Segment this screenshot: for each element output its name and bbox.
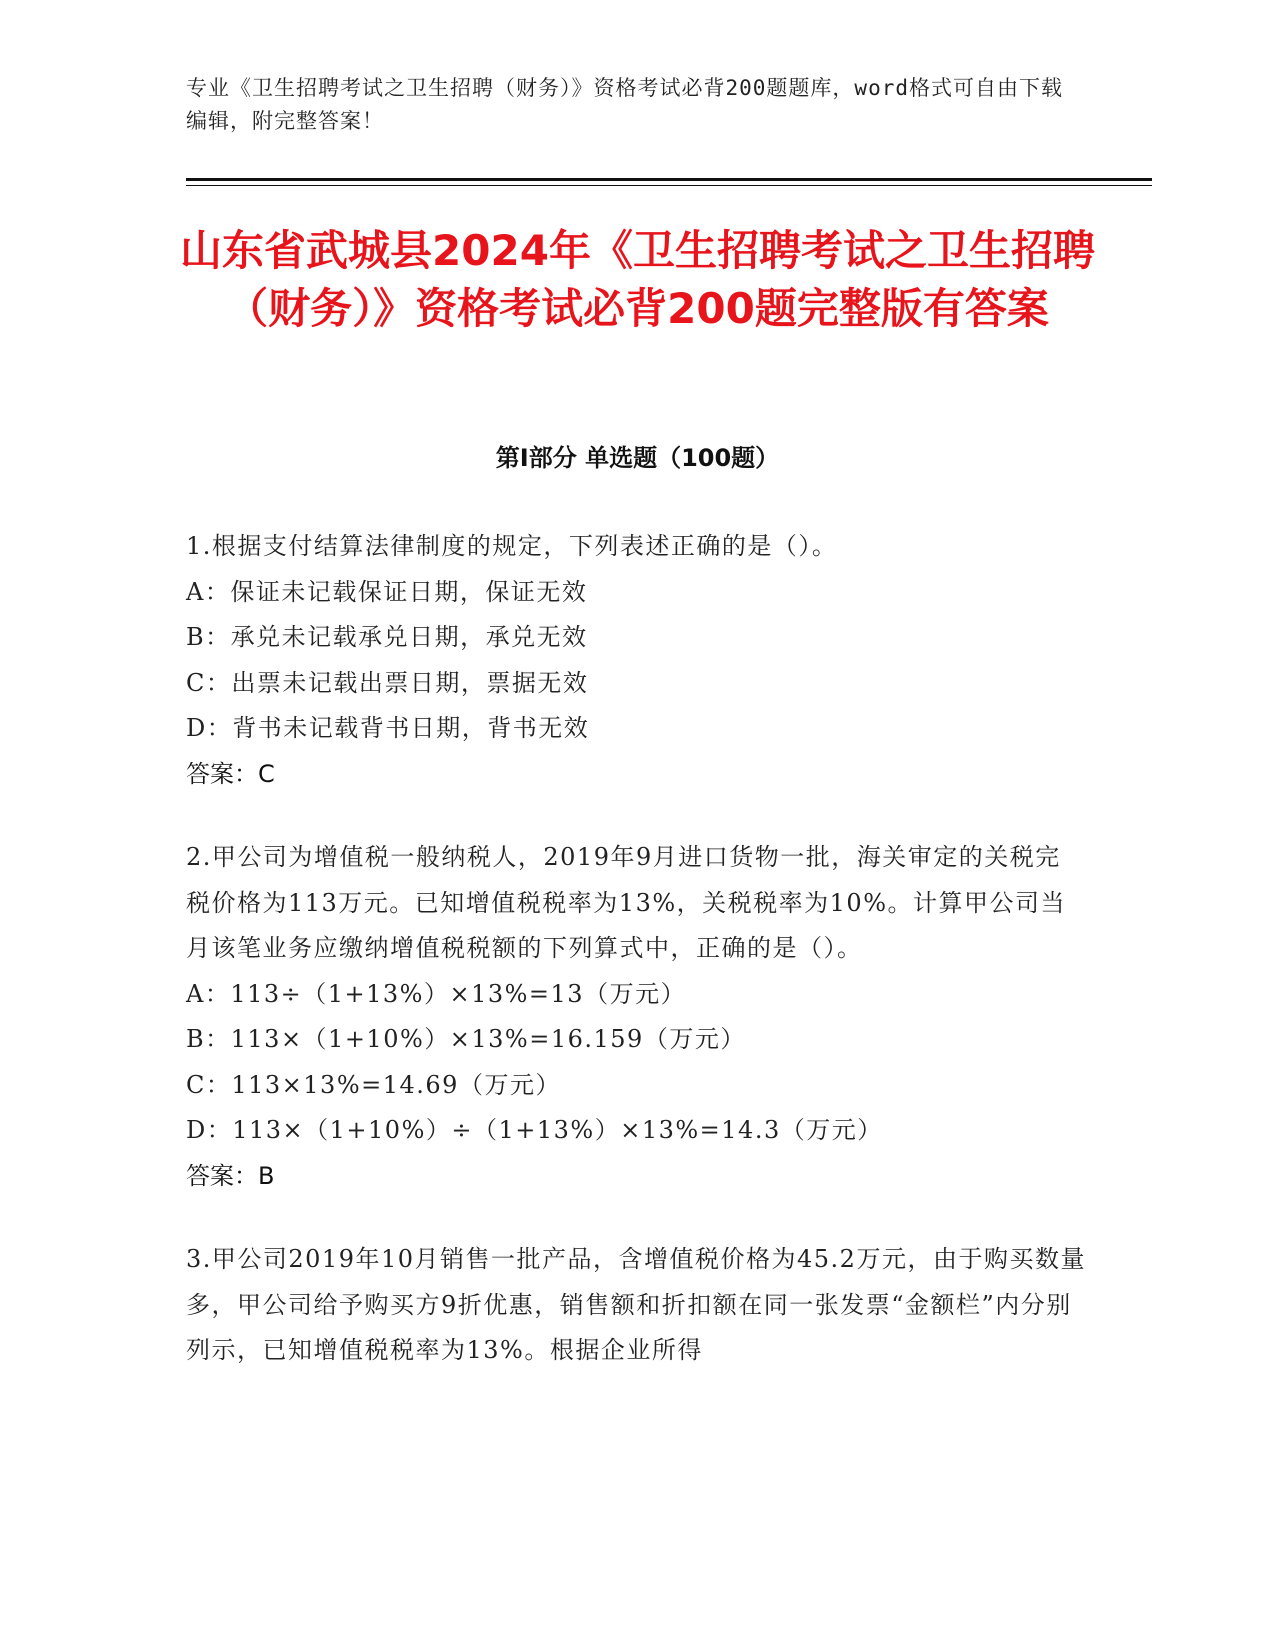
option-b: B：承兑未记载承兑日期，承兑无效 [186, 623, 588, 651]
header-divider-thick [186, 178, 1152, 181]
header-divider-thin [186, 185, 1152, 186]
question-text: 1.根据支付结算法律制度的规定，下列表述正确的是（）。 [186, 532, 838, 560]
question-text: 2.甲公司为增值税一般纳税人，2019年9月进口货物一批，海关审定的关税完税价格为113万元。已知增值税税率为13%，关税税率为10%。计算甲公司当月该笔业务应缴纳增值税税额的下列算式中，正确的是（）。 [186, 843, 1066, 962]
option-a: A：113÷（1+13%）×13%=13（万元） [186, 979, 687, 1008]
option-c: C：113×13%=14.69（万元） [186, 1070, 561, 1099]
question-2 [186, 835, 1086, 1199]
answer: 答案：B [186, 1161, 275, 1190]
question-1 [186, 524, 1086, 797]
option-d: D：背书未记载背书日期，背书无效 [186, 714, 590, 742]
question-text: 3.甲公司2019年10月销售一批产品，含增值税价格为45.2万元，由于购买数量多，甲公司给予购买方9折优惠，销售额和折扣额在同一张发票“金额栏”内分别列示，已知增值税税率为13%。根据企业所得 [186, 1245, 1086, 1364]
header-note: 专业《卫生招聘考试之卫生招聘（财务）》资格考试必背200题题库，word格式可自由下载编辑，附完整答案！ [186, 76, 1063, 133]
option-b: B：113×（1+10%）×13%=16.159（万元） [186, 1025, 746, 1053]
document-title: 山东省武城县2024年《卫生招聘考试之卫生招聘（财务）》资格考试必背200题完整版有答案 [180, 226, 1095, 333]
question-list [186, 524, 1086, 1412]
section-heading: 第I部分 单选题（100题） [495, 444, 780, 472]
option-a: A：保证未记载保证日期，保证无效 [186, 577, 588, 606]
question-3 [186, 1237, 1086, 1374]
option-c: C：出票未记载出票日期，票据无效 [186, 668, 589, 697]
answer: 答案：C [186, 759, 275, 788]
option-d: D：113×（1+10%）÷（1+13%）×13%=14.3（万元） [186, 1116, 883, 1144]
